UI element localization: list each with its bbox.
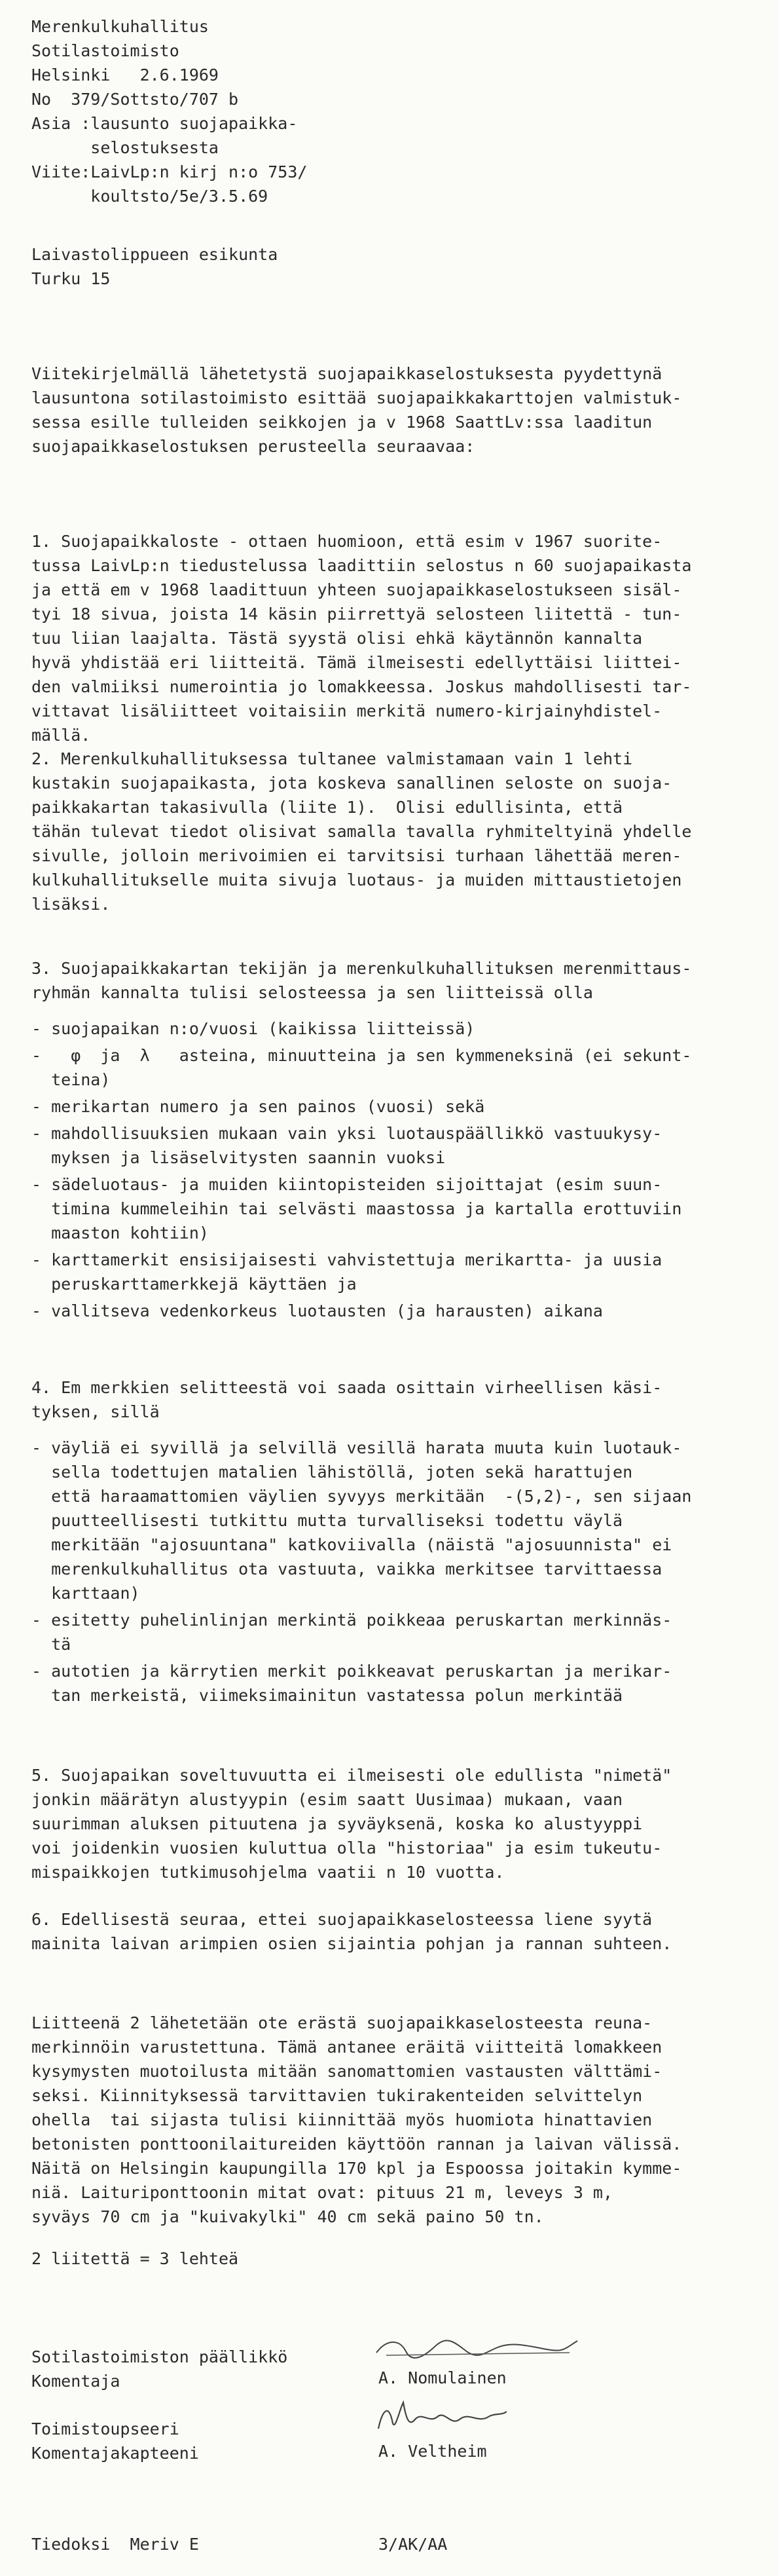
list-item-line: - vallitseva vedenkorkeus luotausten (ja harausten) aikana: [31, 1301, 603, 1320]
paragraph-line: paikkakartan takasivulla (liite 1). Olisi edullisinta, että: [31, 798, 623, 817]
paragraph-line: 2. Merenkulkuhallituksessa tultanee valmistamaan vain 1 lehti: [31, 749, 633, 768]
paragraph-line: suurimman aluksen pituutena ja syväyksenä, koska ko alustyyppi: [31, 1814, 643, 1833]
paragraph-line: Liitteenä 2 lähetetään ote erästä suojapaikkaselosteesta reuna-: [31, 2013, 653, 2032]
list-item-line: karttaan): [31, 1584, 140, 1603]
paragraph-line: kulkuhallitukselle muita sivuja luotaus- ja muiden mittaustietojen: [31, 870, 682, 889]
paragraph-line: den valmiiksi numerointia jo lomakkeessa. Joskus mahdollisesti tar-: [31, 677, 692, 696]
attachments-paragraph: [31, 2011, 758, 2229]
distribution-text: Tiedoksi Meriv E: [31, 2535, 199, 2554]
list-item: [31, 1248, 758, 1296]
section-4-heading-line: tyksen, sillä: [31, 1402, 160, 1421]
signatory-2-name-block: [378, 2439, 745, 2463]
signatory-1-name: A. Nomulainen: [378, 2368, 507, 2387]
paragraph-line: 1. Suojapaikkaloste - ottaen huomioon, että esim v 1967 suorite-: [31, 532, 662, 551]
section-3: [31, 956, 758, 1326]
list-item: [31, 1299, 758, 1323]
list-item-line: merkitään "ajosuuntana" katkoviivalla (näistä "ajosuunnista" ei: [31, 1535, 672, 1554]
paragraph-line: ja että em v 1968 laadittuun yhteen suojapaikkaselostukseen sisäl-: [31, 580, 682, 599]
list-item-line: - merikartan numero ja sen painos (vuosi) sekä: [31, 1097, 485, 1116]
paragraph-line: vittavat lisäliitteet voitaisiin merkitä numero-kirjainyhdistel-: [31, 701, 662, 720]
header-line: Asia :lausunto suojapaikka-: [31, 114, 298, 133]
section-1: [31, 529, 758, 747]
header-line: No 379/Sottsto/707 b: [31, 90, 239, 109]
list-item-line: timina kummeleihin tai selvästi maastossa ja kartalla erottuviin: [31, 1199, 682, 1218]
paragraph-line: syväys 70 cm ja "kuivakylki" 40 cm sekä paino 50 tn.: [31, 2207, 544, 2226]
paragraph-line: voi joidenkin vuosien kuluttua olla "historiaa" ja esim tukeutu-: [31, 1839, 662, 1857]
paragraph-line: betonisten ponttoonilaitureiden käyttöön rannan ja laivan välissä.: [31, 2135, 682, 2154]
list-item-line: myksen ja lisäselvitysten saannin vuoksi: [31, 1148, 446, 1167]
paragraph-line: 6. Edellisestä seuraa, ettei suojapaikkaselosteessa liene syytä: [31, 1910, 653, 1929]
list-item-line: - karttamerkit ensisijaisesti vahvistettuja merikartta- ja uusia: [31, 1250, 662, 1269]
paragraph-line: niä. Laituriponttoonin mitat ovat: pituus 21 m, leveys 3 m,: [31, 2183, 613, 2202]
paragraph-line: jonkin määrätyn alustyypin (esim saatt Uusimaa) mukaan, vaan: [31, 1790, 623, 1809]
letter-header: [31, 14, 758, 208]
list-item-line: - mahdollisuuksien mukaan vain yksi luotauspäällikkö vastuukysy-: [31, 1124, 662, 1143]
enclosure-count-text: 2 liitettä = 3 lehteä: [31, 2249, 239, 2268]
list-item-line: - autotien ja kärrytien merkit poikkeavat peruskartan ja merikar-: [31, 1662, 672, 1681]
list-item-line: peruskarttamerkkejä käyttäen ja: [31, 1275, 357, 1294]
reference-code-text: 3/AK/AA: [378, 2535, 448, 2554]
paragraph-line: sessa esille tulleiden seikkojen ja v 1968 SaattLv:ssa laaditun: [31, 413, 653, 432]
paragraph-line: seksi. Kiinnityksessä tarvittavien tukirakenteiden selvittelyn: [31, 2086, 643, 2105]
signatory-2-title: Toimistoupseeri: [31, 2419, 179, 2438]
paragraph-line: Näitä on Helsingin kaupungilla 170 kpl ja Espoossa joitakin kymme-: [31, 2159, 682, 2178]
list-item-line: tan merkeistä, viimeksimainitun vastatessa polun merkintää: [31, 1686, 623, 1705]
list-item: [31, 1608, 758, 1656]
list-item-line: - φ ja λ asteina, minuutteina ja sen kymmeneksinä (ei sekunt-: [31, 1046, 692, 1065]
header-line: koultsto/5e/3.5.69: [31, 187, 268, 206]
paragraph-line: tyi 18 sivua, joista 14 käsin piirrettyä selosteen liitettä - tun-: [31, 605, 682, 624]
paragraph-line: Viitekirjelmällä lähetetystä suojapaikkaselostuksesta pyydettynä: [31, 364, 662, 383]
list-item-line: - sädeluotaus- ja muiden kiintopisteiden sijoittajat (esim suun-: [31, 1175, 662, 1194]
paragraph-line: kysymysten muotoilusta mitään sanomattomien vastausten välttämi-: [31, 2062, 662, 2081]
list-item-line: puutteellisesti tutkittu mutta turvalliseksi todettu väylä: [31, 1511, 623, 1530]
list-item-line: sella todettujen matalien lähistöllä, joten sekä harattujen: [31, 1463, 633, 1482]
header-line: Helsinki 2.6.1969: [31, 65, 219, 84]
signatory-2-name: A. Veltheim: [378, 2442, 487, 2461]
paragraph-line: kustakin suojapaikasta, jota koskeva sanallinen seloste on suoja-: [31, 774, 672, 793]
header-line: Merenkulkuhallitus: [31, 17, 209, 36]
paragraph-line: ohella tai sijasta tulisi kiinnittää myös huomiota hinattavien: [31, 2110, 653, 2129]
list-item: [31, 1172, 758, 1245]
list-item-line: että haraamattomien väylien syvyys merkitään -(5,2)-, sen sijaan: [31, 1487, 692, 1506]
list-item: [31, 1094, 758, 1119]
paragraph-line: merkinnöin varustettuna. Tämä antanee eräitä viitteitä lomakkeen: [31, 2038, 662, 2057]
section-2: [31, 747, 758, 916]
recipient-line: Laivastolippueen esikunta: [31, 245, 278, 264]
list-item: [31, 1659, 758, 1708]
paragraph-line: suojapaikkaselostuksen perusteella seuraavaa:: [31, 437, 475, 456]
list-item: [31, 1121, 758, 1170]
list-item-line: teina): [31, 1070, 111, 1089]
list-item-line: - väyliä ei syvillä ja selvillä vesillä harata muuta kuin luotauk-: [31, 1438, 682, 1457]
header-line: Sotilastoimisto: [31, 41, 179, 60]
paragraph-line: lausuntona sotilastoimisto esittää suojapaikkakarttojen valmistuk-: [31, 388, 682, 407]
intro-paragraph: [31, 362, 758, 458]
list-item-line: tä: [31, 1635, 71, 1654]
paragraph-line: tuu liian laajalta. Tästä syystä olisi ehkä käytännön kannalta: [31, 629, 643, 648]
signature-1-scribble: [373, 2333, 583, 2362]
signatory-1-name-block: [378, 2366, 745, 2390]
paragraph-line: mainita laivan arimpien osien sijaintia pohjan ja rannan suhteen.: [31, 1934, 672, 1953]
recipient-line: Turku 15: [31, 269, 111, 288]
recipient-address: [31, 242, 758, 291]
paragraph-line: 5. Suojapaikan soveltuvuutta ei ilmeisesti ole edullista "nimetä": [31, 1766, 672, 1785]
section-4-heading-line: 4. Em merkkien selitteestä voi saada osittain virheellisen käsi-: [31, 1378, 662, 1397]
signatory-1-rank: Komentaja: [31, 2372, 120, 2391]
list-item: [31, 1017, 758, 1041]
signature-2-scribble: [373, 2397, 511, 2434]
section-6: [31, 1907, 758, 1956]
header-line: Viite:LaivLp:n kirj n:o 753/: [31, 162, 308, 181]
paragraph-line: mispaikkojen tutkimusohjelma vaatii n 10 vuotta.: [31, 1863, 505, 1882]
list-item-line: - suojapaikan n:o/vuosi (kaikissa liitteissä): [31, 1019, 475, 1038]
section-3-heading-line: 3. Suojapaikkakartan tekijän ja merenkulkuhallituksen merenmittaus-: [31, 959, 692, 978]
paragraph-line: sivulle, jolloin merivoimien ei tarvitsisi turhaan lähettää meren-: [31, 846, 682, 865]
list-item: [31, 1043, 758, 1092]
enclosure-count: [31, 2247, 758, 2271]
header-line: selostuksesta: [31, 138, 219, 157]
section-4: [31, 1375, 758, 1710]
paragraph-line: lisäksi.: [31, 895, 111, 914]
list-item-line: merenkulkuhallitus ota vastuuta, vaikka merkitsee tarvittaessa: [31, 1559, 662, 1578]
section-5: [31, 1763, 758, 1884]
signatory-2-rank: Komentajakapteeni: [31, 2444, 199, 2463]
list-item-line: - esitetty puhelinlinjan merkintä poikkeaa peruskartan merkinnäs-: [31, 1611, 672, 1630]
paragraph-line: tussa LaivLp:n tiedustelussa laadittiin selostus n 60 suojapaikasta: [31, 556, 692, 575]
reference-code: [378, 2532, 745, 2556]
list-item: [31, 1436, 758, 1605]
list-item-line: maaston kohtiin): [31, 1223, 209, 1242]
section-3-heading-line: ryhmän kannalta tulisi selosteessa ja sen liitteissä olla: [31, 983, 593, 1002]
paragraph-line: tähän tulevat tiedot olisivat samalla tavalla ryhmiteltyinä yhdelle: [31, 822, 692, 841]
signatory-1-title: Sotilastoimiston päällikkö: [31, 2347, 288, 2366]
paragraph-line: mällä.: [31, 726, 91, 745]
paragraph-line: hyvä yhdistää eri liitteitä. Tämä ilmeisesti edellyttäisi liittei-: [31, 653, 682, 672]
